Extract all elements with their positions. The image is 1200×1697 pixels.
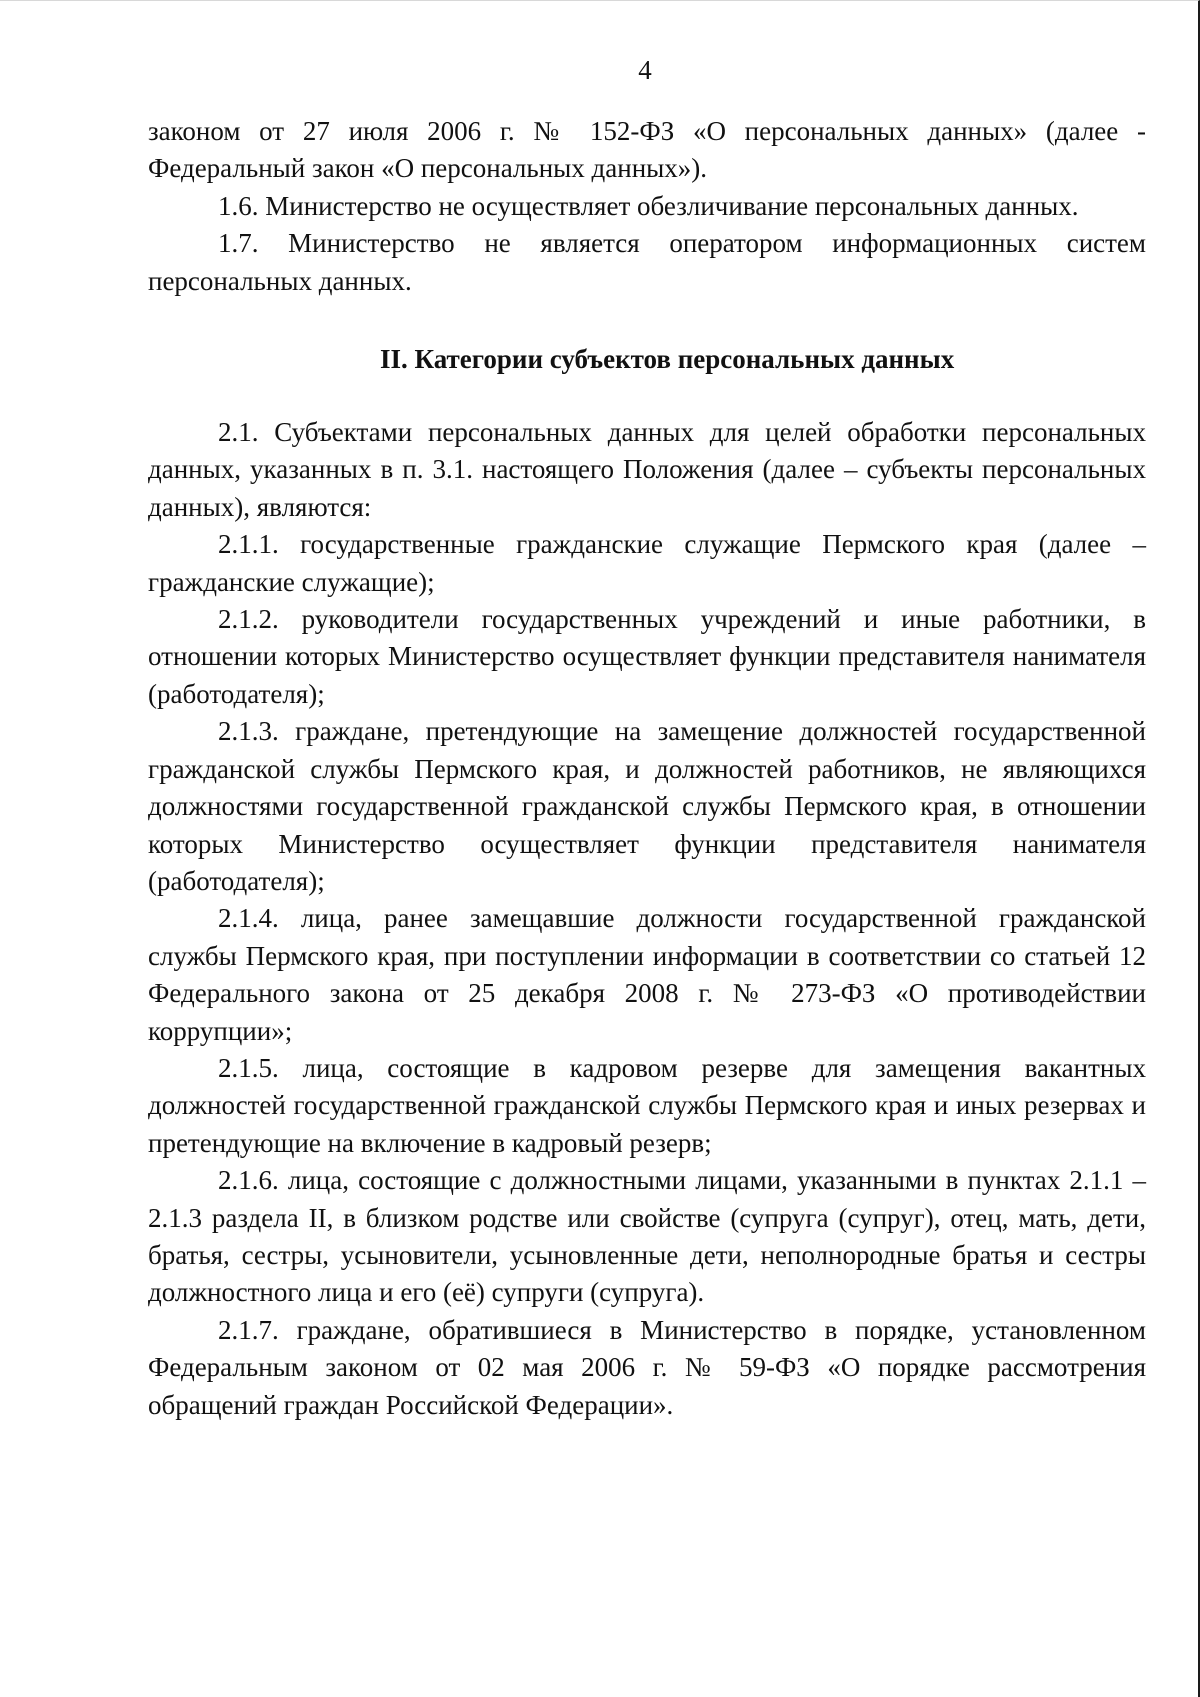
paragraph-2-1-5: 2.1.5. лица, состоящие в кадровом резерве для замещения вакантных должностей государственной гражданской службы Пермского края и иных резервах и претендующие на включение в кадровый резерв; [148,1052,1146,1158]
paragraph-1-6: 1.6. Министерство не осуществляет обезличивание персональных данных. [218,190,1079,221]
paragraph-2-1-2: 2.1.2. руководители государственных учреждений и иные работники, в отношении которых Министерство осуществляет функции представителя нанимателя (работодателя); [148,604,1146,709]
paragraph-continuation: законом от 27 июля 2006 г. № 152-ФЗ «О персональных данных» (далее - Федеральный закон «О персональных данных»). [148,116,1146,184]
page-number: 4 [638,55,652,85]
paragraph-2-1-6: 2.1.6. лица, состоящие с должностными лицами, указанными в пунктах 2.1.1 – 2.1.3 раздела II, в близком родстве или свойстве (супруга (супруг), отец, мать, дети, братья, сестры, усыновители, усыновленные дети, неполнородные братья и сестры должностного лица и его (её) супруги (супруга). [148,1165,1146,1308]
document-body [148,113,1146,1424]
paragraph-2-1: 2.1. Субъектами персональных данных для целей обработки персональных данных, указанных в п. 3.1. настоящего Положения (далее – субъекты персональных данных), являются: [148,417,1146,522]
paragraph-2-1-4: 2.1.4. лица, ранее замещавшие должности государственной гражданской службы Пермского края, при поступлении информации в соответствии со статьей 12 Федерального закона от 25 декабря 2008 г. № 273-ФЗ «О противодействии коррупции»; [148,903,1146,1046]
paragraph-2-1-1: 2.1.1. государственные гражданские служащие Пермского края (далее – гражданские служащие); [148,529,1146,597]
paragraph-2-1-3: 2.1.3. граждане, претендующие на замещение должностей государственной гражданской службы Пермского края, и должностей работников, не являющихся должностями государственной гражданской службы Пермского края, в отношении которых Министерство осуществляет функции представителя нанимателя (работодателя); [148,716,1146,896]
paragraph-2-1-7: 2.1.7. граждане, обратившиеся в Министерство в порядке, установленном Федеральным законом от 02 мая 2006 г. № 59-ФЗ «О порядке рассмотрения обращений граждан Российской Федерации». [148,1314,1146,1420]
section-heading: II. Категории субъектов персональных данных [380,344,955,375]
paragraph-1-7: 1.7. Министерство не является оператором информационных систем персональных данных. [148,228,1146,296]
